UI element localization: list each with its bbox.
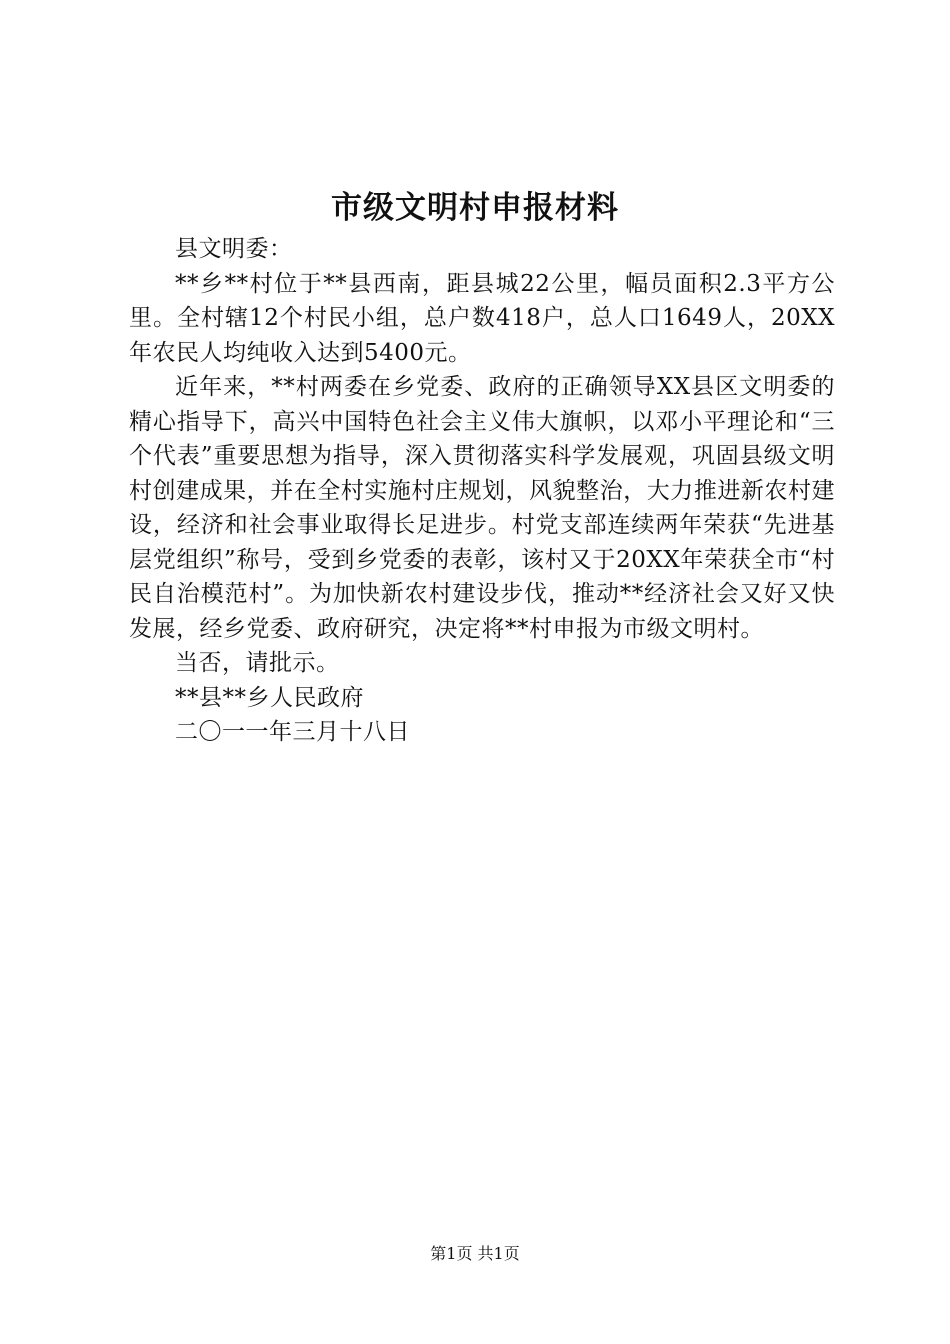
paragraph-achievements: 近年来，**村两委在乡党委、政府的正确领导XX县区文明委的精心指导下，高兴中国特色社会主义伟大旗帜，以邓小平理论和“三个代表”重要思想为指导，深入贯彻落实科学发展观，巩固县级文明村创建成果，并在全村实施村庄规划，风貌整治，大力推进新农村建设，经济和社会事业取得长足进步。村党支部连续两年荣获“先进基层党组织”称号，受到乡党委的表彰，该村又于20XX年荣获全市“村民自治模范村”。为加快新农村建设步伐，推动**经济社会又好又快发展，经乡党委、政府研究，决定将**村申报为市级文明村。: [129, 374, 835, 642]
signature: **县**乡人民政府: [175, 684, 364, 711]
page-footer: 第1页 共1页: [430, 1244, 520, 1263]
document-date: 二〇一一年三月十八日: [175, 719, 410, 745]
paragraph-village-overview: **乡**村位于**县西南，距县城22公里，幅员面积2.3平方公里。全村辖12个村民小组，总户数418户，总人口1649人，20XX年农民人均纯收入达到5400元。: [129, 270, 835, 366]
salutation: 县文明委：: [175, 236, 293, 262]
closing-request: 当否，请批示。: [175, 650, 340, 676]
document-body: [129, 232, 835, 750]
document-title: 市级文明村申报材料: [331, 190, 619, 226]
